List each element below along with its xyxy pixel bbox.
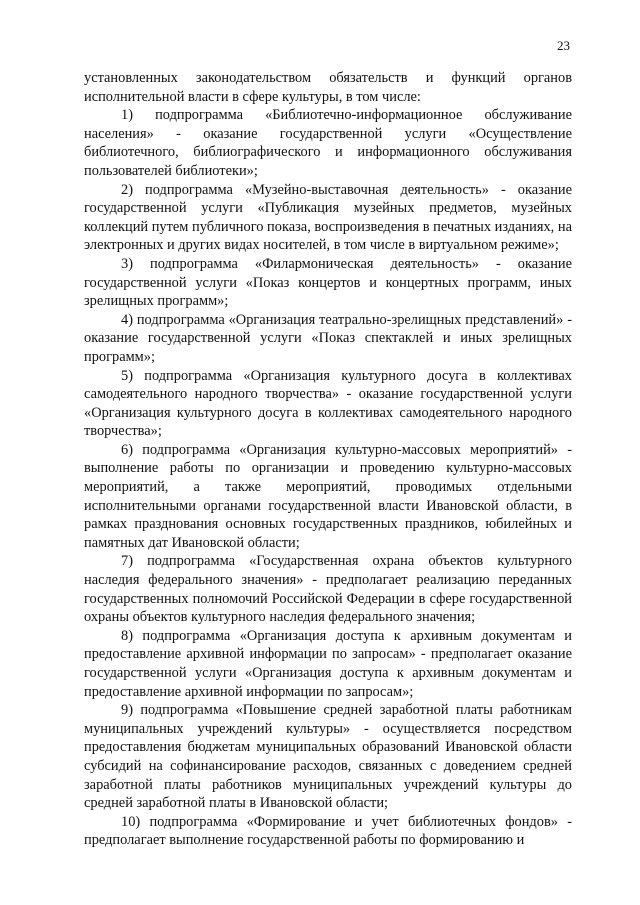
paragraph-intro: установленных законодательством обязательств и функций органов исполнительной власти в сфере культуры, в том числе: (84, 70, 572, 105)
paragraph-subprogram-6: 6) подпрограмма «Организация культурно-массовых мероприятий» - выполнение работы по организации и проведению культурно-массовых мероприятий, а также мероприятий, проводимых отдельными исполнительными органами государственной власти Ивановской области, в рамках празднования основных государственных праздников, юбилейных и памятных дат Ивановской области; (84, 441, 572, 551)
paragraph-subprogram-2: 2) подпрограмма «Музейно-выставочная деятельность» - оказание государственной услуги «Публикация музейных предметов, музейных коллекций путем публичного показа, воспроизведения в печатных изданиях, на электронных и других видах носителей, в том числе в виртуальном режиме»; (84, 181, 572, 254)
paragraph-subprogram-5: 5) подпрограмма «Организация культурного досуга в коллективах самодеятельного народного творчества» - оказание государственной услуги «Организация культурного досуга в коллективах самодеятельного народного творчества»; (84, 367, 572, 440)
paragraph-subprogram-1: 1) подпрограмма «Библиотечно-информационное обслуживание населения» - оказание государственной услуги «Осуществление библиотечного, библиографического и информационного обслуживания пользователей библиотеки»; (84, 107, 572, 179)
paragraph-subprogram-3: 3) подпрограмма «Филармоническая деятельность» - оказание государственной услуги «Показ концертов и концертных программ, иных зрелищных программ»; (84, 255, 572, 310)
document-body (84, 69, 572, 850)
paragraph-subprogram-9: 9) подпрограмма «Повышение средней заработной платы работникам муниципальных учреждений культуры» - осуществляется посредством предоставления бюджетам муниципальных образований Ивановской области субсидий на софинансирование расходов, связанных с доведением средней заработной платы работников муниципальных учреждений культуры до средней заработной платы в Ивановской области; (84, 702, 572, 812)
paragraph-subprogram-4: 4) подпрограмма «Организация театрально-зрелищных представлений» - оказание государственной услуги «Показ спектаклей и иных зрелищных программ»; (84, 311, 572, 365)
paragraph-subprogram-10: 10) подпрограмма «Формирование и учет библиотечных фондов» - предполагает выполнение государственной работы по формированию и (84, 813, 572, 849)
paragraph-subprogram-8: 8) подпрограмма «Организация доступа к архивным документам и предоставление архивной информации по запросам» - предполагает оказание государственной услуги «Организация доступа к архивным документам и предоставление архивной информации по запросам»; (84, 627, 572, 700)
page-number: 23 (557, 38, 570, 53)
paragraph-subprogram-7: 7) подпрограмма «Государственная охрана объектов культурного наследия федерального значения» - предполагает реализацию переданных государственных полномочий Российской Федерации в сфере государственной охраны объектов культурного наследия федерального значения; (84, 553, 572, 626)
